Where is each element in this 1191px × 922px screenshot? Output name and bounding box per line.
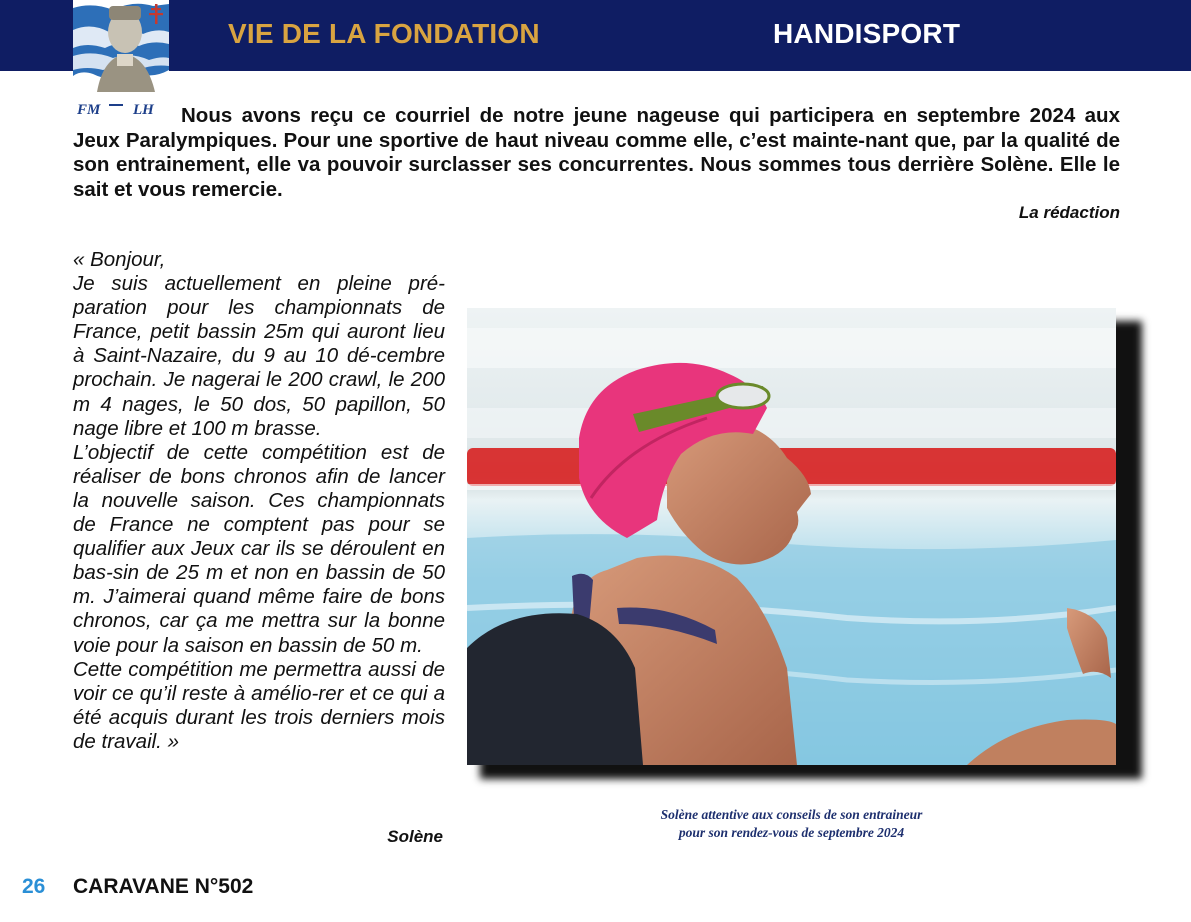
intro-text: Nous avons reçu ce courriel de notre jeune nageuse qui participera en septembre 2024 aux Jeux Paralympiques. Pour une sportive de haut niveau comme elle, c’est mainte-nant que, par la qualité de son entrainement, elle va pouvoir surclasser ses concurrentes. Nous sommes tous derrière Solène. Elle le sait et vous remercie. bbox=[73, 104, 1120, 201]
page-number: 26 bbox=[22, 875, 46, 898]
caption-line: Solène attentive aux conseils de son entraineur bbox=[660, 807, 923, 822]
intro-signature: La rédaction bbox=[1018, 203, 1120, 222]
topic-title: HANDISPORT bbox=[773, 18, 961, 49]
logo-initials-right: LH bbox=[133, 102, 154, 118]
letter-paragraph: Cette compétition me permettra aussi de voir ce qu’il reste à amélio-rer et ce qui a été acquis durant les trois derniers mois de travail. » bbox=[73, 657, 445, 753]
logo-initials-left: FM bbox=[77, 102, 101, 118]
photo-caption bbox=[467, 806, 1116, 842]
letter-body bbox=[73, 248, 445, 754]
letter-signature: Solène bbox=[387, 827, 443, 846]
foundation-logo bbox=[73, 0, 169, 118]
header-band bbox=[0, 0, 1191, 71]
letter-paragraph: Je suis actuellement en pleine pré-paration pour les championnats de France, petit bassin 25m qui auront lieu à Saint-Nazaire, du 9 au 10 dé-cembre prochain. Je nagerai le 200 crawl, le 200 m 4 nages, le 50 dos, 50 papillon, 50 nage libre et 100 m brasse. bbox=[73, 272, 445, 440]
magazine-name: CARAVANE N°502 bbox=[73, 875, 254, 898]
section-title: VIE DE LA FONDATION bbox=[228, 18, 540, 49]
swimmer-photo bbox=[467, 308, 1116, 765]
letter-paragraph: L’objectif de cette compétition est de réaliser de bons chronos afin de lancer la nouvelle saison. Ces championnats de France ne comptent pas pour se qualifier aux Jeux car ils se déroulent en bas-sin de 25 m et non en bassin de 50 m. J’aimerai quand même faire de bons chronos, car ça me mettra sur la bonne voie pour la saison en bassin de 50 m. bbox=[73, 440, 445, 657]
caption-line: pour son rendez-vous de septembre 2024 bbox=[678, 825, 905, 840]
letter-paragraph: « Bonjour, bbox=[73, 248, 166, 271]
intro-paragraph bbox=[73, 104, 1120, 202]
